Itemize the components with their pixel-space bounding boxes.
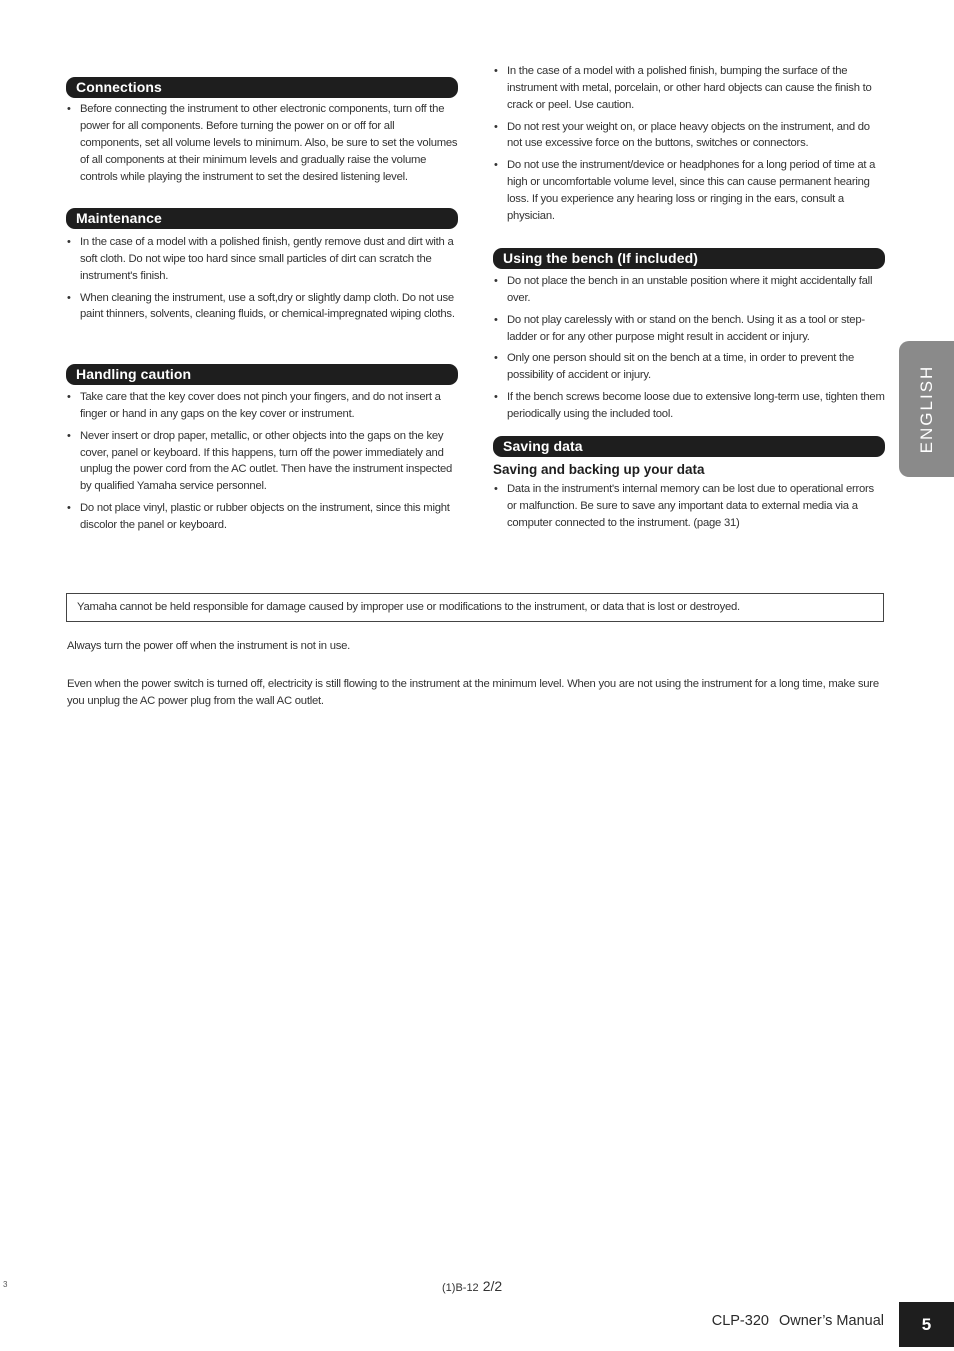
handling-section [66, 364, 458, 539]
bench-heading: Using the bench (If included) [493, 248, 885, 269]
language-tab-label: ENGLISH [916, 364, 936, 454]
maintenance-list [66, 234, 458, 323]
list-item: • Do not place vinyl, plastic or rubber objects on the instrument, since this might discolor the panel or keyboard. [66, 500, 458, 534]
handling-heading: Handling caution [66, 364, 458, 385]
list-item: • Do not place the bench in an unstable position where it might accidentally fall over. [493, 273, 885, 307]
handling-continued-section [493, 63, 885, 230]
bench-list [493, 273, 885, 423]
maintenance-section [66, 208, 458, 328]
manual-title [712, 1313, 884, 1329]
list-item: • Take care that the key cover does not pinch your fingers, and do not insert a finger or hand in any gaps on the key cover or instrument. [66, 389, 458, 423]
list-item: • Do not play carelessly with or stand on the bench. Using it as a tool or step-ladder or for any other purpose might result in accident or injury. [493, 312, 885, 346]
list-item: • When cleaning the instrument, use a soft,dry or slightly damp cloth. Do not use paint thinners, solvents, cleaning fluids, or chemical-impregnated wiping cloths. [66, 290, 458, 324]
maintenance-heading: Maintenance [66, 208, 458, 229]
power-off-note: Always turn the power off when the instrument is not in use. [67, 640, 351, 652]
bench-section [493, 248, 885, 427]
list-item: • In the case of a model with a polished finish, bumping the surface of the instrument with metal, porcelain, or other hard objects can cause the finish to crack or peel. Use caution. [493, 63, 885, 114]
standby-power-note: Even when the power switch is turned off, electricity is still flowing to the instrument at the minimum level. When you are not using the instrument for a long time, make sure you unplug the AC power plug from the wall AC outlet. [67, 678, 879, 707]
footer-code [442, 1278, 502, 1294]
saving-heading: Saving data [493, 436, 885, 457]
saving-subheading: Saving and backing up your data [493, 462, 705, 477]
connections-heading: Connections [66, 77, 458, 98]
connections-section [66, 77, 458, 190]
connections-list [66, 101, 458, 186]
list-item: • Data in the instrument's internal memory can be lost due to operational errors or malfunction. Be sure to save any important data to external media via a computer connected to the instrument. (page 31) [493, 481, 885, 532]
list-item: • Before connecting the instrument to other electronic components, turn off the power for all components. Before turning the power on or off for all components, set all volume levels to minimum. Also, be sure to set the volumes of all components at their minimum levels and gradually raise the volume controls while playing the instrument to set the desired listening level. [66, 101, 458, 186]
handling-continued-list [493, 63, 885, 225]
list-item: • Only one person should sit on the bench at a time, in order to prevent the possibility of accident or injury. [493, 350, 885, 384]
list-item: • Never insert or drop paper, metallic, or other objects into the gaps on the key cover, panel or keyboard. If this happens, turn off the power immediately and unplug the power cord from the AC outlet. Then have the instrument inspected by qualified Yamaha service personnel. [66, 428, 458, 496]
list-item: • In the case of a model with a polished finish, gently remove dust and dirt with a soft cloth. Do not wipe too hard since small particles of dirt can scratch the instrument's finish. [66, 234, 458, 285]
list-item: • If the bench screws become loose due to extensive long-term use, tighten them periodically using the included tool. [493, 389, 885, 423]
saving-list [493, 481, 885, 532]
disclaimer-box: Yamaha cannot be held responsible for damage caused by improper use or modifications to the instrument, or data that is lost or destroyed. [66, 593, 884, 622]
language-tab [899, 341, 954, 477]
handling-list [66, 389, 458, 534]
side-mark: 3 [3, 1280, 8, 1289]
page-number: 5 [899, 1302, 954, 1347]
list-item: • Do not use the instrument/device or headphones for a long period of time at a high or uncomfortable volume level, since this can cause permanent hearing loss. If you experience any hearing loss or ringing in the ears, consult a physician. [493, 157, 885, 225]
model-name: CLP-320 [711, 1313, 769, 1329]
saving-section [493, 436, 885, 537]
list-item: • Do not rest your weight on, or place heavy objects on the instrument, and do not use excessive force on the buttons, switches or connectors. [493, 119, 885, 153]
footer-code-text: (1)B-12 [442, 1282, 479, 1294]
manual-name: Owner’s Manual [778, 1313, 884, 1329]
footer-fraction: 2/2 [482, 1278, 503, 1294]
